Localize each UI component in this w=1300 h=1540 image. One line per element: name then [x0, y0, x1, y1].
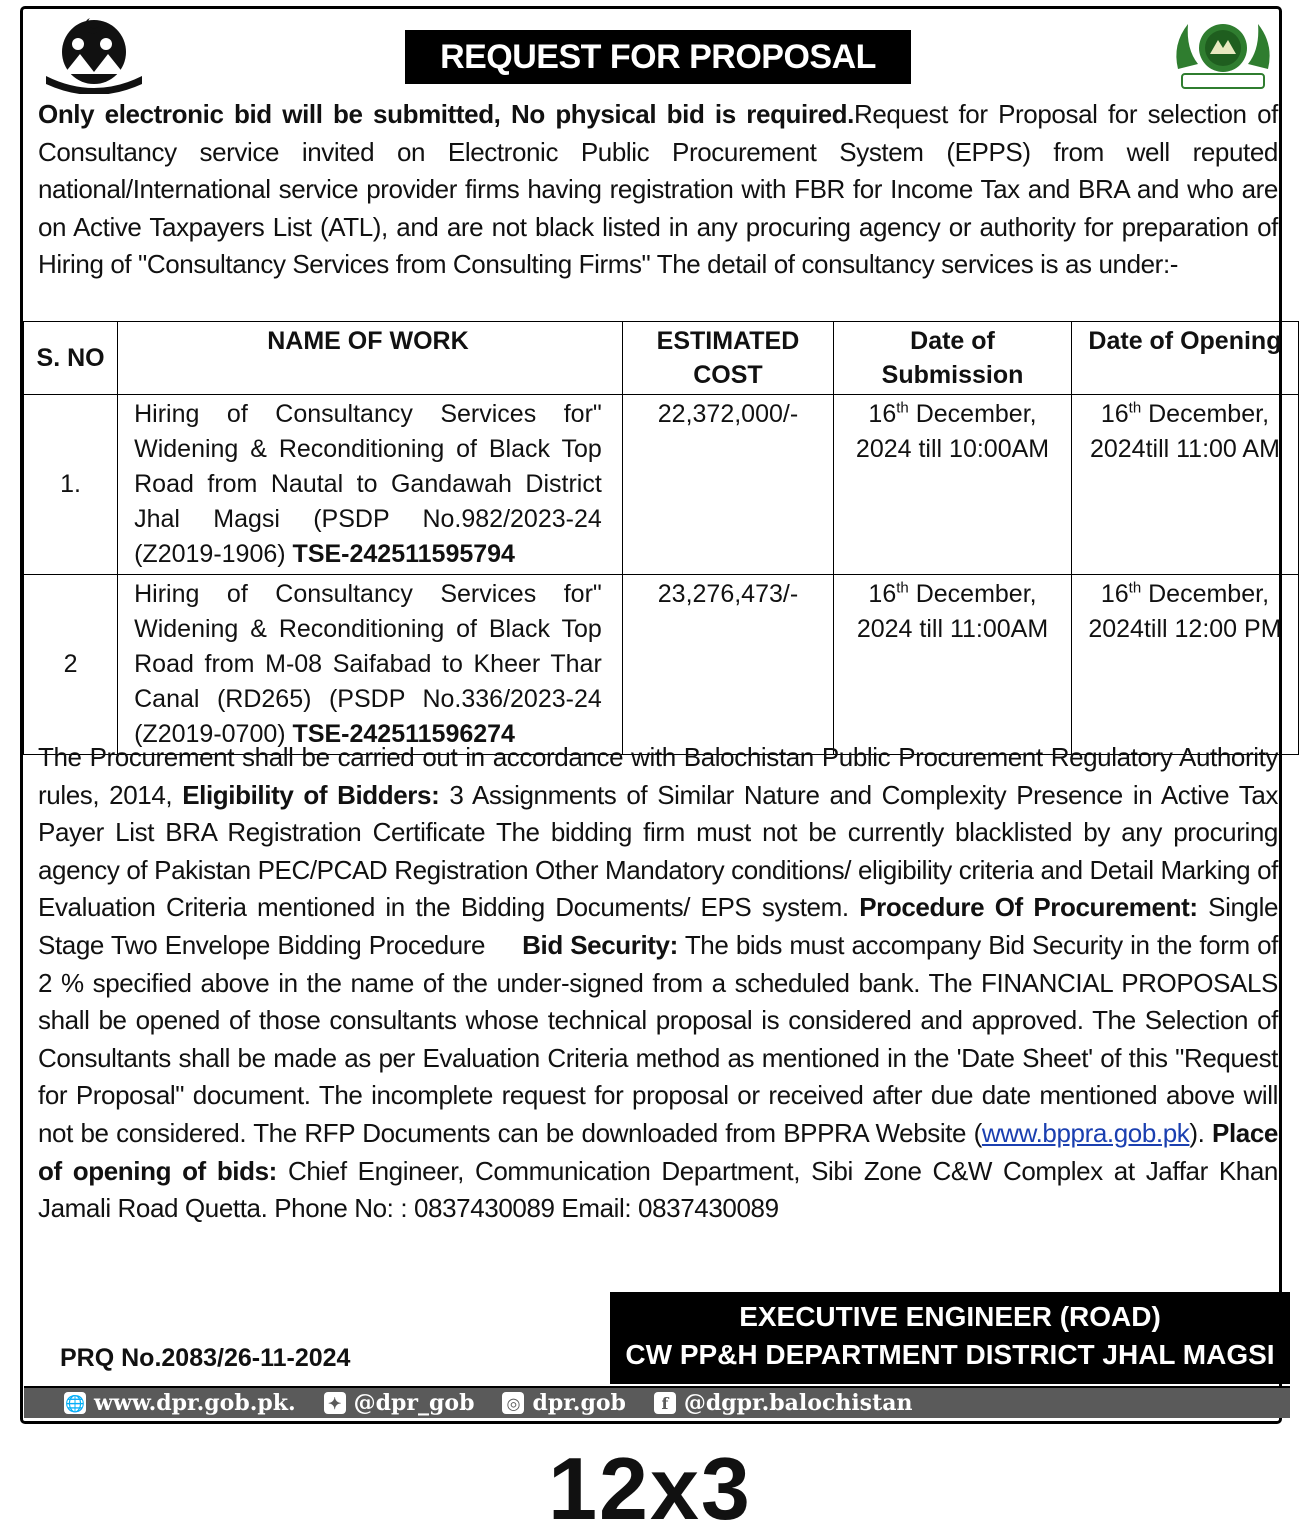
- row-submission-date: [834, 575, 1072, 755]
- open-day: 16: [1100, 400, 1129, 428]
- instagram-icon: ◎: [502, 1392, 524, 1414]
- header-sno: S. NO: [24, 322, 118, 395]
- bid-security-label: Bid Security:: [522, 929, 678, 960]
- social-footer: [24, 1386, 1290, 1418]
- open-day: 16: [1100, 580, 1129, 608]
- sub-sup: th: [896, 399, 909, 417]
- prq-number: PRQ No.2083/26-11-2024: [60, 1344, 351, 1372]
- sub-day: 16: [868, 580, 897, 608]
- globe-icon: 🌐: [65, 1393, 85, 1413]
- footer-twitter[interactable]: [324, 1390, 475, 1416]
- footer-facebook-text: @dgpr.balochistan: [683, 1390, 913, 1416]
- procedure-text: Single Stage Two Envelope Bidding Procedure: [38, 892, 1278, 960]
- row-sno: 2: [24, 575, 118, 755]
- open-rest: December, 2024till 12:00 PM: [1088, 580, 1282, 643]
- page-title: REQUEST FOR PROPOSAL: [405, 30, 911, 84]
- footer-instagram[interactable]: [502, 1390, 625, 1416]
- procedure-label: Procedure Of Procurement:: [859, 892, 1198, 923]
- footer-instagram-text: dpr.gob: [532, 1390, 626, 1416]
- row-opening-date: [1071, 395, 1298, 575]
- sub-rest: December, 2024 till 10:00AM: [855, 400, 1050, 463]
- footer-facebook[interactable]: [654, 1390, 913, 1416]
- footer-twitter-text: @dpr_gob: [353, 1390, 475, 1416]
- facebook-icon: f: [654, 1392, 676, 1414]
- tse-number: TSE-242511596274: [292, 720, 515, 748]
- table-header-row: [24, 322, 1299, 395]
- table-row: [24, 395, 1299, 575]
- work-name-text: Hiring of Consultancy Services for" Widening & Reconditioning of Black Top Road from M-08 Saifabad to Kheer Thar Canal (RD265) (PSDP No.336/2023-24 (Z2019-0700): [134, 580, 602, 748]
- intro-text: Request for Proposal for selection of Consultancy service invited on Electronic Public Procurement System (EPPS) from well reputed national/International service provider firms having registration with FBR for Income Tax and BRA and who are on Active Taxpayers List (ATL), and are not black listed in any procuring agency or authority for preparation of Hiring of "Consultancy Services from Consulting Firms" The detail of consultancy services is as under:-: [38, 99, 1278, 280]
- footer-website[interactable]: [64, 1390, 296, 1416]
- sub-day: 16: [868, 400, 897, 428]
- department-logo: [42, 14, 147, 94]
- open-rest: December, 2024till 11:00 AM: [1089, 400, 1280, 463]
- header-opening: Date of Opening: [1071, 322, 1298, 395]
- row-work-name: [118, 575, 623, 755]
- intro-paragraph: [38, 96, 1278, 284]
- place-text: Chief Engineer, Communication Department, Sibi Zone C&W Complex at Jaffar Khan Jamali Road Quetta. Phone No: : 0837430089 Email: 0837430089: [38, 1155, 1278, 1224]
- signature-block: [610, 1292, 1290, 1384]
- eligibility-text: 3 Assignments of Similar Nature and Complexity Presence in Active Tax Payer List BRA Registration Certificate The bidding firm must not be currently blacklisted by any procuring agency of Pakistan PEC/PCAD Registration Other Mandatory conditions/ eligibility criteria and Detail Marking of Evaluation Criteria mentioned in the Bidding Documents/ EPS system.: [38, 779, 1278, 923]
- twitter-icon: ✦: [324, 1392, 346, 1414]
- work-name-text: Hiring of Consultancy Services for" Widening & Reconditioning of Black Top Road from Nautal to Gandawah District Jhal Magsi (PSDP No.982/2023-24 (Z2019-1906): [134, 400, 602, 568]
- open-sup: th: [1128, 579, 1142, 597]
- header-name: NAME OF WORK: [118, 322, 623, 395]
- conditions-paragraph: [38, 739, 1278, 1228]
- place-label: Place of opening of bids:: [38, 1117, 1278, 1186]
- rules-text: The Procurement shall be carried out in accordance with Balochistan Public Procurement Regulatory Authority rules, 2014,: [38, 742, 1278, 810]
- table-row: [24, 575, 1299, 755]
- bid-security-text: The bids must accompany Bid Security in the form of 2 % specified above in the name of the under-signed from a scheduled bank. The FINANCIAL PROPOSALS shall be opened of those consultants whose technical proposal is considered and approved. The Selection of Consultants shall be made as per Evaluation Criteria method as mentioned in the 'Date Sheet' of this "Request for Proposal" document. The incomplete request for proposal or received after due date mentioned above will not be considered. The RFP Documents can be downloaded from BPPRA Website (: [38, 929, 1279, 1148]
- tse-number: TSE-242511595794: [292, 540, 515, 568]
- row-cost: 22,372,000/-: [622, 395, 833, 575]
- row-submission-date: [834, 395, 1072, 575]
- works-table: [23, 321, 1299, 755]
- dgpr-logo: [1168, 14, 1278, 94]
- header-submission: Date of Submission: [834, 322, 1072, 395]
- header-cost: ESTIMATED COST: [622, 322, 833, 395]
- row-work-name: [118, 395, 623, 575]
- bppra-website-link[interactable]: www.bppra.gob.pk: [981, 1117, 1190, 1148]
- footer-website-text: www.dpr.gob.pk.: [94, 1390, 296, 1416]
- sub-sup: th: [896, 579, 909, 597]
- eligibility-label: Eligibility of Bidders:: [182, 779, 440, 810]
- row-opening-date: [1071, 575, 1298, 755]
- row-sno: 1.: [24, 395, 118, 575]
- open-sup: th: [1128, 399, 1142, 417]
- sub-rest: December, 2024 till 11:00AM: [856, 580, 1049, 643]
- signature-line-2: CW PP&H DEPARTMENT DISTRICT JHAL MAGSI: [625, 1339, 1275, 1370]
- after-website: ).: [1189, 1117, 1205, 1148]
- signature-line-1: EXECUTIVE ENGINEER (ROAD): [739, 1301, 1161, 1332]
- ad-size-label: 12x3: [548, 1439, 752, 1538]
- intro-bold: Only electronic bid will be submitted, No physical bid is required.: [38, 99, 854, 129]
- row-cost: 23,276,473/-: [622, 575, 833, 755]
